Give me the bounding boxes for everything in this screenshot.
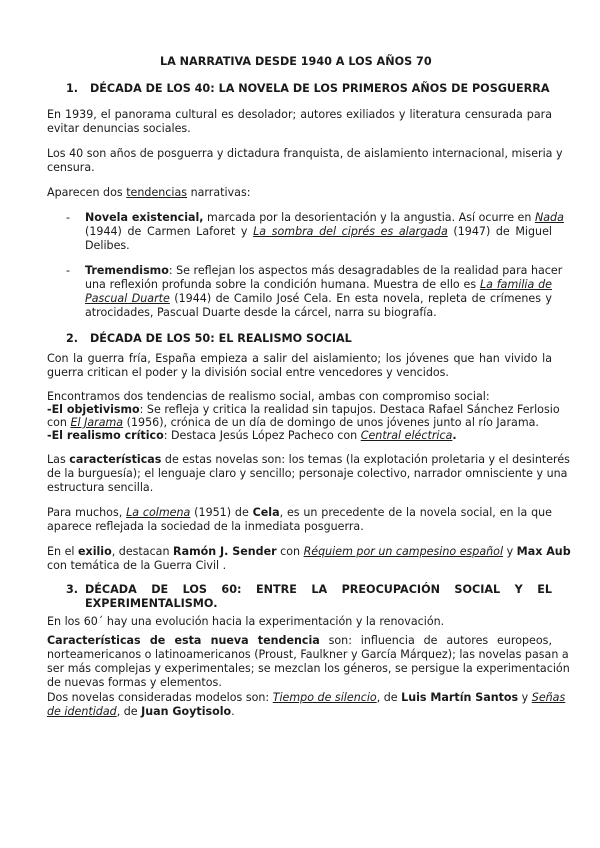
book-title: Pascual Duarte <box>85 292 170 305</box>
list-item: Pascual Duarte (1944) de Camilo José Cela. En esta novela, repleta de crímenes y <box>85 292 552 305</box>
book-title: Réquiem por un campesino español <box>303 545 504 558</box>
paragraph: En los 60´ hay una evolución hacia la experimentación y la renovación. <box>47 615 445 628</box>
paragraph: guerra critican el poder y la división social entre vencedores y vencidos. <box>47 366 449 379</box>
paragraph: En 1939, el panorama cultural es desolador; autores exiliados y literatura censurada para <box>47 108 552 121</box>
document-title: LA NARRATIVA DESDE 1940 A LOS AÑOS 70 <box>160 55 432 68</box>
list-item: Tremendismo: Se reflejan los aspectos más desagradables de la realidad para hacer <box>85 264 563 277</box>
section-1-number: 1. <box>66 82 79 95</box>
book-title: El Jarama <box>70 416 124 429</box>
list-item: una reflexión profunda sobre la condición humana. Muestra de ello es La familia de <box>85 278 552 291</box>
paragraph: de la burguesía); el lenguaje claro y sencillo; personaje colectivo, narrador omnisciente y una <box>47 467 568 480</box>
paragraph: aparece reflejada la sociedad de la inmediata posguerra. <box>47 520 364 533</box>
paragraph: norteamericanos o latinoamericanos (Proust, Faulkner y García Márquez); las novelas pasan a <box>47 648 569 661</box>
paragraph: con El Jarama (1956), crónica de un día de domingo de unos jóvenes junto al río Jarama. <box>47 416 539 429</box>
section-1-heading: DÉCADA DE LOS 40: LA NOVELA DE LOS PRIMEROS AÑOS DE POSGUERRA <box>90 82 550 95</box>
paragraph: En el exilio, destacan Ramón J. Sender con Réquiem por un campesino español y Max Aub <box>47 545 571 558</box>
book-title: La colmena <box>126 506 191 519</box>
book-title: La familia de <box>479 278 552 291</box>
paragraph: Los 40 son años de posguerra y dictadura franquista, de aislamiento internacional, miseria y <box>47 147 563 160</box>
paragraph: con temática de la Guerra Civil . <box>47 559 227 572</box>
paragraph: ser más complejas y experimentales; se mezclan los géneros, se persigue la experimentación <box>47 662 570 675</box>
bullet-dash: - <box>66 264 71 277</box>
book-title: Tiempo de silencio <box>272 691 377 704</box>
book-title: Central eléctrica <box>360 429 453 442</box>
list-item: Novela existencial, marcada por la desorientación y la angustia. Así ocurre en Nada <box>85 211 564 224</box>
list-item: (1944) de Carmen Laforet y La sombra del ciprés es alargada (1947) de Miguel <box>85 225 552 238</box>
section-3-heading: DÉCADA DE LOS 60: ENTRE LA PREOCUPACIÓN SOCIAL Y EL <box>85 583 552 596</box>
paragraph: Dos novelas consideradas modelos son: Tiempo de silencio, de Luis Martín Santos y Señas <box>47 691 566 704</box>
paragraph: -El realismo crítico: Destaca Jesús López Pacheco con Central eléctrica. <box>47 429 457 442</box>
list-item: Delibes. <box>85 239 130 252</box>
paragraph: censura. <box>47 161 95 174</box>
underlined-word: tendencias <box>126 186 188 199</box>
paragraph: Características de esta nueva tendencia son: influencia de autores europeos, <box>47 634 552 647</box>
paragraph: Aparecen dos tendencias narrativas: <box>47 186 251 199</box>
paragraph: estructura sencilla. <box>47 481 154 494</box>
book-title: La sombra del ciprés es alargada <box>253 225 448 238</box>
book-title: Nada <box>534 211 564 224</box>
section-2-number: 2. <box>66 332 79 345</box>
list-item: atrocidades, Pascual Duarte desde la cárcel, narra su biografía. <box>85 306 437 319</box>
bullet-dash: - <box>66 211 71 224</box>
paragraph: Encontramos dos tendencias de realismo social, ambas con compromiso social: <box>47 390 490 403</box>
paragraph: de nuevas formas y elementos. <box>47 676 222 689</box>
paragraph: Las características de estas novelas son: los temas (la explotación proletaria y el desinterés <box>47 453 570 466</box>
paragraph: Con la guerra fría, España empieza a salir del aislamiento; los jóvenes que han vivido la <box>47 352 552 365</box>
paragraph: evitar denuncias sociales. <box>47 122 191 135</box>
section-3-number: 3. <box>66 583 79 596</box>
paragraph: Para muchos, La colmena (1951) de Cela, es un precedente de la novela social, en la que <box>47 506 552 519</box>
section-3-heading: EXPERIMENTALISMO. <box>85 597 218 610</box>
section-2-heading: DÉCADA DE LOS 50: EL REALISMO SOCIAL <box>90 332 352 345</box>
paragraph: -El objetivismo: Se refleja y critica la realidad sin tapujos. Destaca Rafael Sánchez Ferlosio <box>47 403 560 416</box>
book-title: de identidad <box>47 705 117 718</box>
book-title: Señas <box>531 691 566 704</box>
paragraph: de identidad, de Juan Goytisolo. <box>47 705 235 718</box>
